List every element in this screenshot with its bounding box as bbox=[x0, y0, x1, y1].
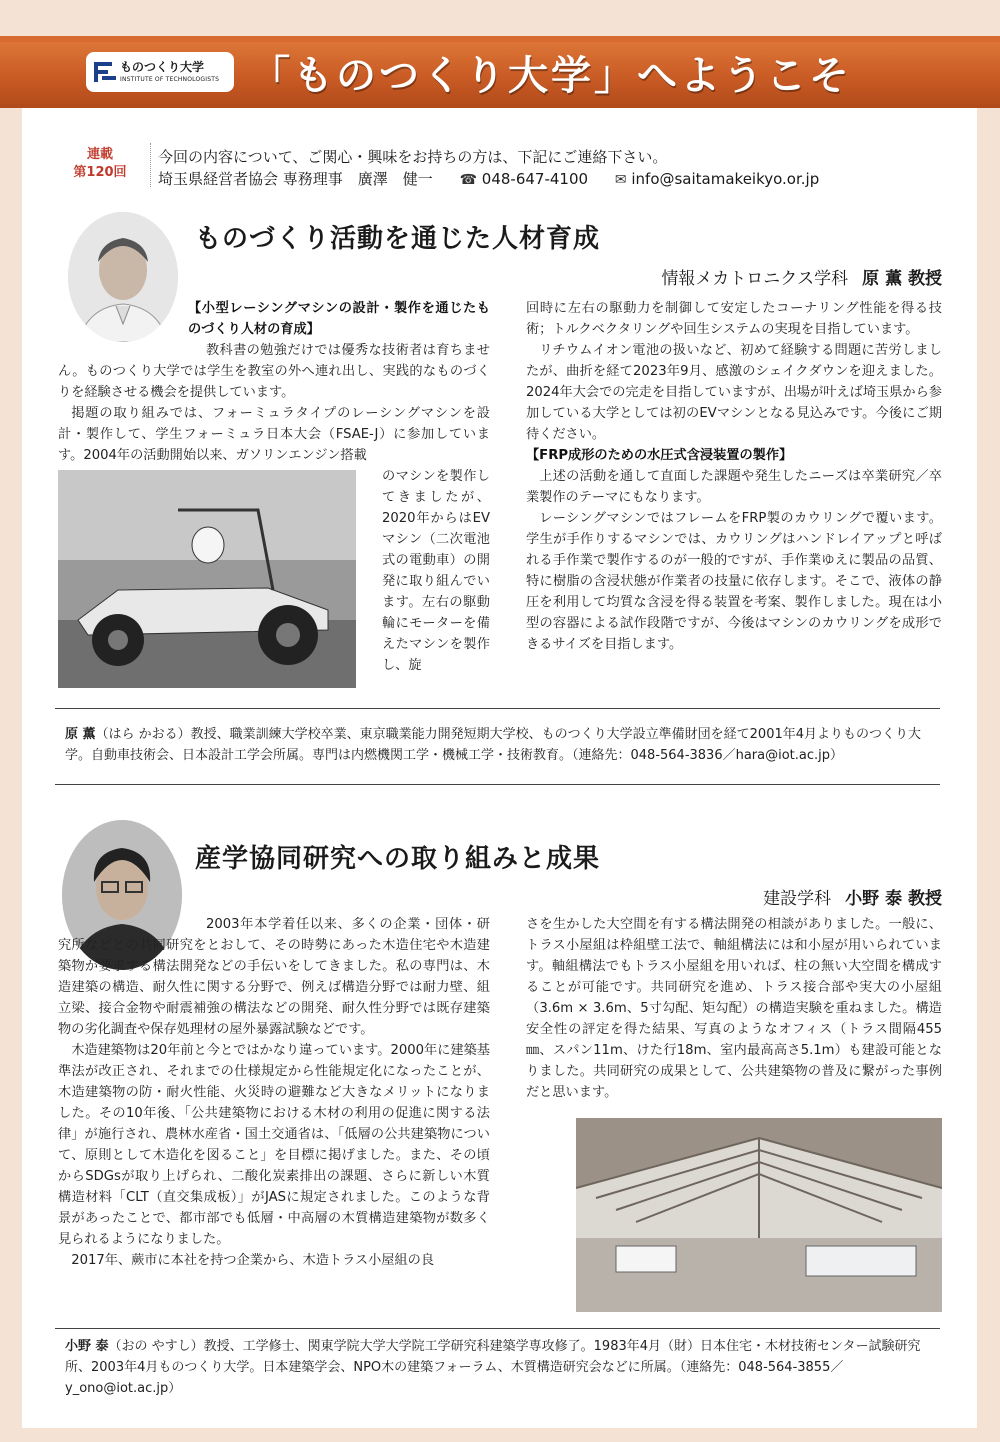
article1-heading1: 【小型レーシングマシンの設計・製作を通じたものづくり人材の育成】 bbox=[188, 301, 490, 337]
article2-dept: 建設学科 bbox=[763, 889, 832, 909]
wooden-truss-interior-photo bbox=[576, 1118, 942, 1312]
university-logo bbox=[86, 52, 234, 92]
racing-car-photo bbox=[58, 470, 356, 688]
bio1-bottom-rule bbox=[55, 784, 940, 785]
racing-car-illustration bbox=[58, 470, 356, 688]
portrait-illustration bbox=[68, 212, 178, 342]
telephone-icon: ☎ bbox=[459, 172, 478, 188]
article1-byline bbox=[661, 264, 942, 289]
bio1-name: 原 薫 bbox=[65, 727, 96, 742]
contact-phone[interactable]: 048-647-4100 bbox=[481, 170, 589, 188]
article2-p3: 2017年、蕨市に本社を持つ企業から、木造トラス小屋組の良 bbox=[71, 1253, 435, 1268]
contact-email[interactable]: info@saitamakeikyo.or.jp bbox=[631, 170, 820, 188]
bio1-text: （はら かおる）教授、職業訓練大学校卒業、東京職業能力開発短期大学校、ものつくり大学設立準備財団を経て2001年4月よりものつくり大学。自動車技術会、日本設計工学会所属。専門は内燃機関工学・機械工学・技術教育。（連絡先：048-564-3836／hara@iot.ac.jp） bbox=[65, 727, 922, 763]
article2-col1 bbox=[58, 914, 490, 1271]
article2-byline bbox=[763, 884, 942, 909]
article1-heading2: 【FRP成形のための水圧式含浸装置の製作】 bbox=[526, 448, 793, 463]
article1-author: 原 薫 教授 bbox=[862, 269, 942, 289]
serial-number: 第120回 bbox=[73, 165, 127, 180]
article2-col2 bbox=[526, 914, 942, 1103]
article1-dept: 情報メカトロニクス学科 bbox=[661, 269, 849, 289]
contact-org: 埼玉県経営者協会 専務理事 廣澤 健一 bbox=[158, 170, 433, 188]
article1-p6: レーシングマシンではフレームをFRP製のカウリングで覆います。学生が手作りするマシンでは、カウリングはハンドレイアップと呼ばれる手作業で製作するのが一般的ですが、手作業ゆえに製品の品質、特に樹脂の含浸状態が作業者の技量に依存します。そこで、液体の静圧を利用して均質な含浸を得る装置を考案、製作しました。現在は小型の容器による試作段階ですが、今後はマシンのカウリングを成形できるサイズを目指します。 bbox=[526, 511, 942, 652]
intro-divider bbox=[150, 143, 152, 187]
article2-bio bbox=[65, 1336, 935, 1399]
bio2-top-rule bbox=[55, 1328, 940, 1329]
article1-col1-wrap bbox=[382, 466, 490, 676]
serial-badge bbox=[60, 146, 140, 182]
article1-col2 bbox=[526, 298, 942, 655]
article2-p4: さを生かした大空間を有する構法開発の相談がありました。一般に、トラス小屋組は枠組壁工法で、軸組構法には和小屋が用いられています。軸組構法でもトラス小屋組を用いれば、柱の無い大空間を構成することが可能です。共同研究を進め、トラス接合部や実大の小屋組（3.6m × 3.6m、5寸勾配、矩勾配）の構造実験を重ねました。構造安全性の評定を得た結果、写真のようなオフィス（トラス間隔455㎜、スパン11m、けた行18m、室内最高高さ5.1m）も建設可能となりました。共同研究の成果として、公共建築物の普及に繋がった事例だと思います。 bbox=[526, 917, 942, 1100]
contact-block bbox=[158, 146, 938, 191]
banner-title: 「ものつくり大学」へようこそ bbox=[250, 53, 852, 99]
article1-p4: リチウムイオン電池の扱いなど、初めて経験する問題に苦労しましたが、曲折を経て2023年9月、感激のシェイクダウンを迎えました。2024年大会での完走を目指していますが、出場が叶えば埼玉県から参加している大学としては初のEVマシンとなる見込みです。今後にご期待ください。 bbox=[526, 343, 942, 442]
bio2-text: （おの やすし）教授、工学修士、関東学院大学大学院工学研究科建築学専攻修了。1983年4月（財）日本住宅・木材技術センター試験研究所、2003年4月ものつくり大学。日本建築学会、NPO木の建築フォーラム、木質構造研究会などに所属。（連絡先：048-564-3855／y_ono@iot.ac.jp） bbox=[65, 1339, 921, 1396]
envelope-icon: ✉ bbox=[614, 172, 627, 188]
article2-p1: 2003年本学着任以来、多くの企業・団体・研究所などとの共同研究をとおして、その時勢にあった木造住宅や木造建築物が要求する構法開発などの手伝いをしてきました。私の専門は、木造建築の構造、耐久性に関する分野で、例えば構造分野では耐力壁、組立梁、接合金物や耐震補強の構法などの開発、耐久性分野では既存建築物の劣化調査や保存処理材の屋外暴露試験などです。 bbox=[58, 917, 490, 1037]
article1-p2-cont: のマシンを製作してきましたが、2020年からはEVマシン（二次電池式の電動車）の開発に取り組んでいます。左右の駆動輪にモーターを備えたマシンを製作し、旋 bbox=[382, 469, 490, 673]
logo-mark-icon bbox=[92, 58, 118, 86]
article2-author: 小野 泰 教授 bbox=[845, 889, 942, 909]
article1-p2: 掲題の取り組みでは、フォーミュラタイプのレーシングマシンを設計・製作して、学生フォーミュラ日本大会（FSAE-J）に参加しています。2004年の活動開始以来、ガソリンエンジン搭載 bbox=[58, 406, 490, 463]
contact-intro: 今回の内容について、ご関心・興味をお持ちの方は、下記にご連絡下さい。 bbox=[158, 148, 668, 166]
truss-illustration bbox=[576, 1118, 942, 1312]
article1-title: ものづくり活動を通じた人材育成 bbox=[195, 224, 601, 254]
article2-title: 産学協同研究への取り組みと成果 bbox=[195, 844, 601, 874]
logo-text: ものつくり大学 bbox=[120, 60, 205, 74]
article1-p5: 上述の活動を通して直面した課題や発生したニーズは卒業研究／卒業製作のテーマにもなります。 bbox=[526, 469, 942, 505]
article1-p3: 回時に左右の駆動力を制御して安定したコーナリング性能を得る技術；トルクベクタリングや回生システムの実現を目指しています。 bbox=[526, 301, 942, 337]
logo-subtext: INSTITUTE OF TECHNOLOGISTS bbox=[120, 76, 220, 83]
article1-col1-top bbox=[188, 298, 490, 340]
author-photo-hara bbox=[68, 212, 178, 342]
article2-p2: 木造建築物は20年前と今とではかなり違っています。2000年に建築基準法が改正され、それまでの仕様規定から性能規定化になったことが、木造建築物の防・耐火性能、火災時の避難など大きなメリットになりました。その10年後、「公共建築物における木材の利用の促進に関する法律」が施行され、農林水産省・国土交通省は、「低層の公共建築物について、原則として木造化を図ること」を目標に掲げました。また、その頃からSDGsが取り上げられ、二酸化炭素排出の課題、さらに新しい木質構造材料「CLT（直交集成板）」がJASに規定されました。このような背景があったことで、都市部でも低層・中高層の木質構造建築物が数多く見られるようになりました。 bbox=[58, 1043, 490, 1247]
bio2-name: 小野 泰 bbox=[65, 1339, 109, 1354]
article1-bio bbox=[65, 724, 935, 766]
article1-p1: 教科書の勉強だけでは優秀な技術者は育ちません。ものつくり大学では学生を教室の外へ連れ出し、実践的なものづくりを経験させる機会を提供しています。 bbox=[58, 343, 490, 400]
bio1-top-rule bbox=[55, 708, 940, 709]
serial-label: 連載 bbox=[86, 147, 113, 162]
article1-col1 bbox=[58, 340, 490, 466]
